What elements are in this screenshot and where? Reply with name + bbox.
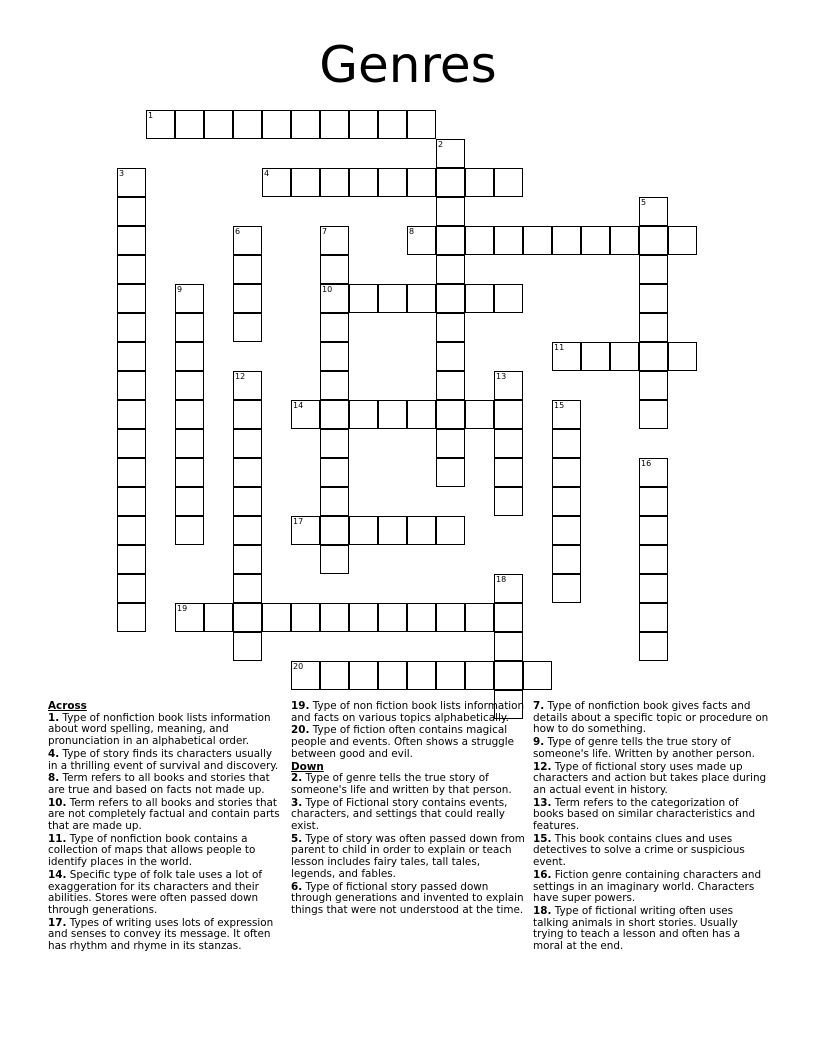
grid-cell[interactable] — [320, 429, 349, 458]
clue-across-10: 10. Term refers to all books and stories that are not completely factual and contain parts that are made up. — [48, 796, 280, 833]
grid-cell[interactable] — [436, 661, 465, 690]
grid-cell[interactable] — [552, 574, 581, 603]
grid-cell[interactable] — [291, 603, 320, 632]
grid-cell[interactable] — [436, 429, 465, 458]
grid-cell[interactable] — [320, 168, 349, 197]
grid-cell[interactable] — [407, 226, 436, 255]
grid-cell[interactable] — [233, 603, 262, 632]
clue-column-3 — [533, 701, 769, 954]
grid-cell[interactable] — [233, 110, 262, 139]
grid-cell[interactable] — [320, 458, 349, 487]
grid-cell[interactable] — [494, 574, 523, 603]
grid-cell[interactable] — [436, 197, 465, 226]
clue-number: 1 — [148, 111, 154, 120]
clue-number: 3 — [119, 169, 125, 178]
clue-down-7: 7. Type of nonfiction book gives facts and details about a specific topic or procedure on how to do something. — [533, 700, 769, 736]
grid-cell[interactable] — [117, 168, 146, 197]
grid-cell[interactable] — [320, 284, 349, 313]
clue-column-2 — [291, 701, 527, 918]
clue-down-6: 6. Type of fictional story passed down through generations and invented to explain things that were not understood at the time. — [291, 880, 524, 916]
grid-cell[interactable] — [639, 545, 668, 574]
clue-number: 15 — [554, 401, 565, 410]
grid-cell[interactable] — [175, 313, 204, 342]
grid-cell[interactable] — [291, 400, 320, 429]
grid-cell[interactable] — [117, 255, 146, 284]
clue-down-5: 5. Type of story was often passed down from parent to child in order to explain or teach lesson includes fairy tales, tall tales, legends, and fables. — [291, 832, 525, 880]
clue-number: 11 — [554, 343, 565, 352]
grid-cell[interactable] — [117, 458, 146, 487]
grid-cell[interactable] — [436, 313, 465, 342]
grid-cell[interactable] — [494, 632, 523, 661]
grid-cell[interactable] — [233, 429, 262, 458]
grid-cell[interactable] — [117, 603, 146, 632]
grid-cell[interactable] — [378, 516, 407, 545]
clue-number: 14 — [293, 401, 304, 410]
grid-cell[interactable] — [407, 603, 436, 632]
grid-cell[interactable] — [639, 603, 668, 632]
grid-cell[interactable] — [436, 342, 465, 371]
grid-cell[interactable] — [117, 371, 146, 400]
grid-cell[interactable] — [117, 284, 146, 313]
grid-cell[interactable] — [320, 661, 349, 690]
grid-cell[interactable] — [378, 603, 407, 632]
grid-cell[interactable] — [668, 226, 697, 255]
grid-cell[interactable] — [465, 284, 494, 313]
grid-cell[interactable] — [407, 516, 436, 545]
clue-number: 13 — [496, 372, 507, 381]
grid-cell[interactable] — [407, 168, 436, 197]
grid-cell[interactable] — [436, 400, 465, 429]
grid-cell[interactable] — [175, 342, 204, 371]
grid-cell[interactable] — [378, 168, 407, 197]
grid-cell[interactable] — [436, 139, 465, 168]
clue-down-2: 2. Type of genre tells the true story of someone's life and written by that person. — [291, 772, 512, 796]
clue-number: 12 — [235, 372, 246, 381]
grid-cell[interactable] — [639, 400, 668, 429]
grid-cell[interactable] — [436, 168, 465, 197]
grid-cell[interactable] — [378, 661, 407, 690]
grid-cell[interactable] — [494, 458, 523, 487]
grid-cell[interactable] — [494, 603, 523, 632]
grid-cell[interactable] — [349, 661, 378, 690]
clue-number: 8 — [409, 227, 415, 236]
grid-cell[interactable] — [291, 110, 320, 139]
clue-number: 9 — [177, 285, 183, 294]
grid-cell[interactable] — [262, 168, 291, 197]
grid-cell[interactable] — [349, 516, 378, 545]
grid-cell[interactable] — [581, 226, 610, 255]
grid-cell[interactable] — [175, 110, 204, 139]
grid-cell[interactable] — [233, 284, 262, 313]
grid-cell[interactable] — [117, 429, 146, 458]
clue-number: 6 — [235, 227, 241, 236]
grid-cell[interactable] — [117, 545, 146, 574]
grid-cell[interactable] — [378, 110, 407, 139]
grid-cell[interactable] — [523, 226, 552, 255]
grid-cell[interactable] — [291, 516, 320, 545]
grid-cell[interactable] — [639, 487, 668, 516]
clue-across-11: 11. Type of nonfiction book contains a collection of maps that allows people to identify places in the world. — [48, 832, 256, 869]
grid-cell[interactable] — [436, 284, 465, 313]
grid-cell[interactable] — [320, 226, 349, 255]
grid-cell[interactable] — [465, 400, 494, 429]
clue-number: 7 — [322, 227, 328, 236]
grid-cell[interactable] — [233, 516, 262, 545]
grid-cell[interactable] — [552, 226, 581, 255]
grid-cell[interactable] — [233, 255, 262, 284]
grid-cell[interactable] — [320, 516, 349, 545]
grid-cell[interactable] — [552, 342, 581, 371]
grid-cell[interactable] — [407, 110, 436, 139]
grid-cell[interactable] — [233, 226, 262, 255]
grid-cell[interactable] — [175, 458, 204, 487]
grid-cell[interactable] — [378, 284, 407, 313]
grid-cell[interactable] — [349, 110, 378, 139]
grid-cell[interactable] — [465, 226, 494, 255]
grid-cell[interactable] — [407, 400, 436, 429]
grid-cell[interactable] — [552, 516, 581, 545]
grid-cell[interactable] — [494, 400, 523, 429]
grid-cell[interactable] — [465, 168, 494, 197]
grid-cell[interactable] — [581, 342, 610, 371]
grid-cell[interactable] — [349, 400, 378, 429]
grid-cell[interactable] — [291, 661, 320, 690]
grid-cell[interactable] — [233, 371, 262, 400]
grid-cell[interactable] — [552, 458, 581, 487]
grid-cell[interactable] — [233, 313, 262, 342]
grid-cell[interactable] — [233, 574, 262, 603]
grid-cell[interactable] — [639, 632, 668, 661]
grid-cell[interactable] — [494, 371, 523, 400]
grid-cell[interactable] — [639, 342, 668, 371]
grid-cell[interactable] — [320, 603, 349, 632]
grid-cell[interactable] — [494, 429, 523, 458]
grid-cell[interactable] — [378, 400, 407, 429]
grid-cell[interactable] — [175, 284, 204, 313]
clue-column-1 — [48, 701, 284, 954]
grid-cell[interactable] — [204, 603, 233, 632]
grid-cell[interactable] — [320, 110, 349, 139]
grid-cell[interactable] — [436, 255, 465, 284]
grid-cell[interactable] — [639, 574, 668, 603]
grid-cell[interactable] — [117, 400, 146, 429]
clue-number: 20 — [293, 662, 304, 671]
grid-cell[interactable] — [494, 284, 523, 313]
across-heading: Across — [48, 700, 87, 712]
clue-number: 19 — [177, 604, 188, 613]
grid-cell[interactable] — [610, 226, 639, 255]
grid-cell[interactable] — [320, 255, 349, 284]
grid-cell[interactable] — [320, 400, 349, 429]
grid-cell[interactable] — [291, 168, 320, 197]
clue-down-13: 13. Term refers to the categorization of books based on similar characteristics and features. — [533, 796, 756, 833]
grid-cell[interactable] — [639, 226, 668, 255]
grid-cell[interactable] — [175, 400, 204, 429]
grid-cell[interactable] — [175, 516, 204, 545]
grid-cell[interactable] — [639, 516, 668, 545]
grid-cell[interactable] — [494, 487, 523, 516]
grid-cell[interactable] — [349, 168, 378, 197]
grid-cell[interactable] — [233, 545, 262, 574]
grid-cell[interactable] — [233, 458, 262, 487]
grid-cell[interactable] — [117, 342, 146, 371]
grid-cell[interactable] — [407, 284, 436, 313]
grid-cell[interactable] — [494, 226, 523, 255]
grid-cell[interactable] — [117, 516, 146, 545]
clue-across-19: 19. Type of non fiction book lists information and facts on various topics alphabetically. — [291, 700, 525, 724]
grid-cell[interactable] — [639, 371, 668, 400]
grid-cell[interactable] — [117, 197, 146, 226]
grid-cell[interactable] — [494, 168, 523, 197]
clue-number: 10 — [322, 285, 333, 294]
grid-cell[interactable] — [320, 371, 349, 400]
grid-cell[interactable] — [639, 255, 668, 284]
clue-down-3: 3. Type of Fictional story contains events, characters, and settings that could really exist. — [291, 796, 508, 833]
clue-number: 4 — [264, 169, 270, 178]
grid-cell[interactable] — [175, 371, 204, 400]
grid-cell[interactable] — [436, 516, 465, 545]
grid-cell[interactable] — [349, 603, 378, 632]
grid-cell[interactable] — [233, 487, 262, 516]
puzzle-title: Genres — [319, 36, 497, 94]
grid-cell[interactable] — [204, 110, 233, 139]
clue-down-15: 15. This book contains clues and uses detectives to solve a crime or suspicious event. — [533, 832, 745, 869]
grid-cell[interactable] — [349, 284, 378, 313]
grid-cell[interactable] — [320, 313, 349, 342]
grid-cell[interactable] — [117, 487, 146, 516]
grid-cell[interactable] — [262, 110, 291, 139]
clue-number: 2 — [438, 140, 444, 149]
clue-across-14: 14. Specific type of folk tale uses a lot of exaggeration for its characters and their abilities. Stores were often passed down through generations. — [48, 868, 262, 916]
clue-down-16: 16. Fiction genre containing characters and settings in an imaginary world. Characters have super powers. — [533, 868, 762, 905]
grid-cell[interactable] — [320, 545, 349, 574]
grid-cell[interactable] — [465, 603, 494, 632]
clue-down-18: 18. Type of fictional writing often uses talking animals in short stories. Usually trying to teach a lesson and often has a moral at the end. — [533, 904, 741, 953]
clue-number: 5 — [641, 198, 647, 207]
grid-cell[interactable] — [233, 400, 262, 429]
clue-across-1: 1. Type of nonfiction book lists information about word spelling, meaning, and pronunciation in an alphabetical order. — [48, 711, 271, 748]
grid-cell[interactable] — [436, 603, 465, 632]
grid-cell[interactable] — [146, 110, 175, 139]
grid-cell[interactable] — [552, 400, 581, 429]
grid-cell[interactable] — [668, 342, 697, 371]
down-heading: Down — [291, 760, 324, 773]
clue-across-8: 8. Term refers to all books and stories that are true and based on facts not made up. — [48, 772, 270, 796]
clue-number: 18 — [496, 575, 507, 584]
grid-cell[interactable] — [639, 284, 668, 313]
clue-across-4: 4. Type of story finds its characters usually in a thrilling event of survival and discovery. — [48, 747, 279, 772]
grid-cell[interactable] — [436, 458, 465, 487]
grid-cell[interactable] — [436, 371, 465, 400]
clue-down-9: 9. Type of genre tells the true story of someone's life. Written by another person. — [533, 736, 755, 760]
grid-cell[interactable] — [175, 487, 204, 516]
clue-number: 17 — [293, 517, 304, 526]
grid-cell[interactable] — [262, 603, 291, 632]
grid-cell[interactable] — [175, 603, 204, 632]
grid-cell[interactable] — [552, 487, 581, 516]
grid-cell[interactable] — [320, 487, 349, 516]
grid-cell[interactable] — [552, 429, 581, 458]
grid-cell[interactable] — [117, 313, 146, 342]
grid-cell[interactable] — [610, 342, 639, 371]
grid-cell[interactable] — [552, 545, 581, 574]
grid-cell[interactable] — [175, 429, 204, 458]
grid-cell[interactable] — [233, 632, 262, 661]
grid-cell[interactable] — [407, 661, 436, 690]
grid-cell[interactable] — [523, 661, 552, 690]
grid-cell[interactable] — [639, 197, 668, 226]
grid-cell[interactable] — [494, 661, 523, 690]
clue-down-12: 12. Type of fictional story uses made up characters and action but takes place during an actual event in history. — [533, 760, 767, 796]
grid-cell[interactable] — [465, 661, 494, 690]
grid-cell[interactable] — [117, 574, 146, 603]
grid-cell[interactable] — [320, 342, 349, 371]
clue-across-20: 20. Type of fiction often contains magical people and events. Often shows a struggle between good and evil. — [291, 724, 515, 760]
grid-cell[interactable] — [639, 458, 668, 487]
clue-across-17: 17. Types of writing uses lots of expression and senses to convey its message. It often has rhythm and rhyme in its stanzas. — [48, 916, 274, 953]
grid-cell[interactable] — [639, 313, 668, 342]
clue-number: 16 — [641, 459, 652, 468]
grid-cell[interactable] — [436, 226, 465, 255]
grid-cell[interactable] — [117, 226, 146, 255]
